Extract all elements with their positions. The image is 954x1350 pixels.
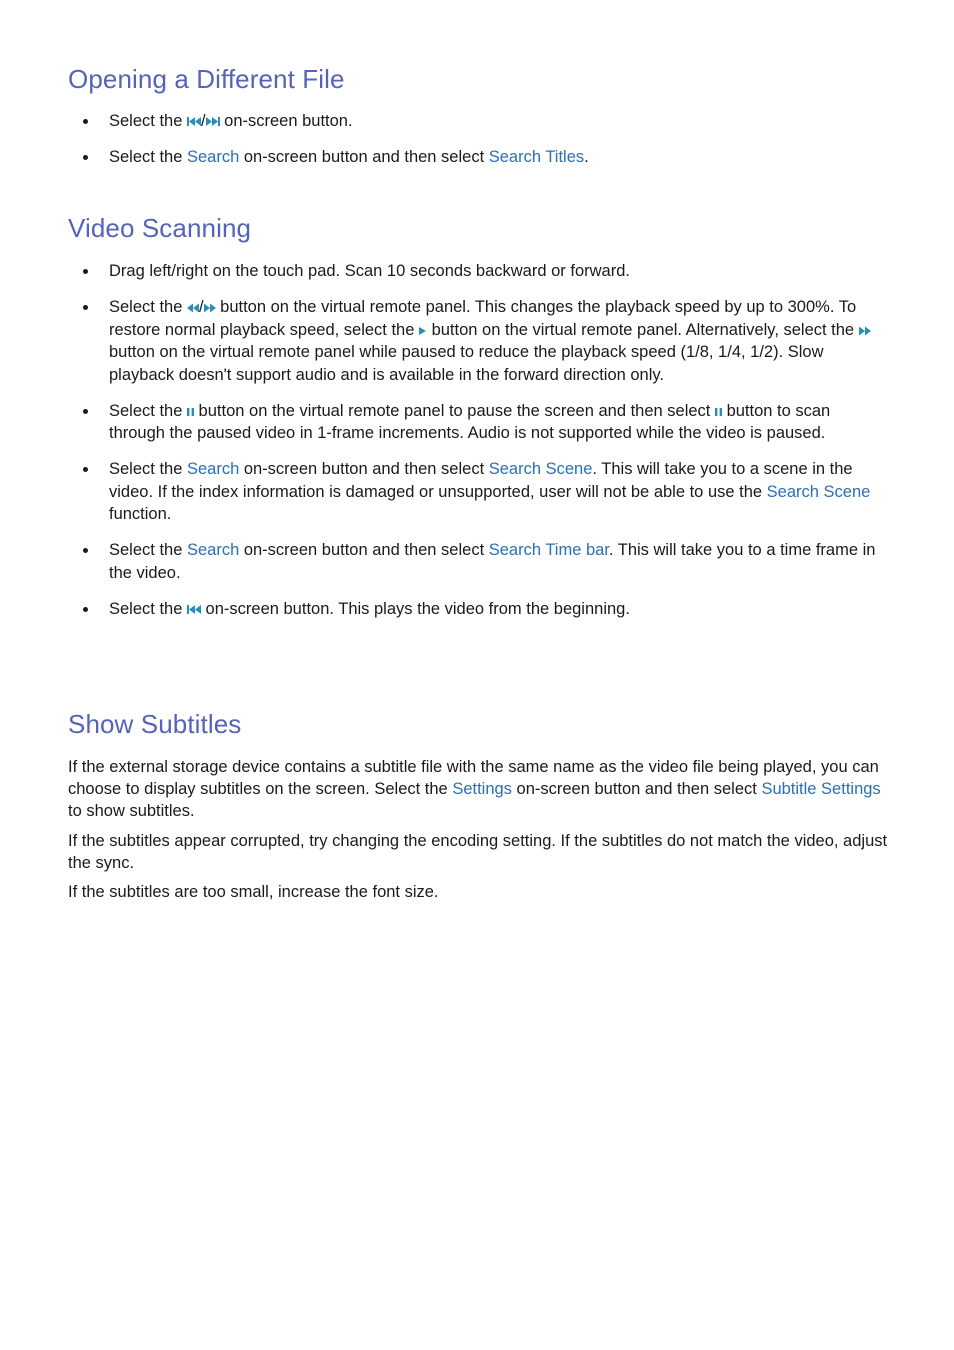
fast-forward-icon: [204, 303, 216, 313]
search-button-ref: Search: [186, 541, 240, 559]
section-title-opening: Opening a Different File: [68, 64, 345, 94]
list-item: Select the Search on-screen button and then select Search Scene. This will take you to a scene in the video. If the index information is damaged or unsupported, user will not be able to use the Search Scene function.: [68, 458, 888, 526]
rewind-icon: [187, 303, 199, 313]
search-button-ref: Search: [186, 148, 240, 166]
skip-previous-icon: [187, 116, 201, 127]
list-item: Select the on-screen button. This plays the video from the beginning.: [68, 598, 888, 621]
search-titles-ref: Search Titles: [488, 148, 585, 166]
opening-list: [68, 110, 888, 169]
list-item: Select the Search on-screen button and then select Search Titles.: [68, 146, 888, 169]
search-scene-ref: Search Scene: [488, 460, 593, 478]
list-item: Select the / button on the virtual remote panel. This changes the playback speed by up to 300%. To restore normal playback speed, select the button on the virtual remote panel. Alternatively, select the button on the virtual remote panel while paused to reduce the playback speed (1/8, 1/4, 1/2). Slow playback doesn't support audio and is available in the forward direction only.: [68, 296, 888, 386]
skip-previous-icon: [187, 604, 201, 615]
pause-icon: [187, 407, 194, 417]
search-time-bar-ref: Search Time bar: [488, 541, 609, 559]
list-item: Drag left/right on the touch pad. Scan 10 seconds backward or forward.: [68, 260, 888, 283]
skip-next-icon: [206, 116, 220, 127]
list-item: Select the button on the virtual remote panel to pause the screen and then select button to scan through the paused video in 1-frame increments. Audio is not supported while the video is paused.: [68, 400, 888, 445]
list-item: Select the Search on-screen button and then select Search Time bar. This will take you to a time frame in the video.: [68, 539, 888, 584]
pause-icon: [715, 407, 722, 417]
section-title-scanning: Video Scanning: [68, 213, 252, 243]
play-icon: [419, 326, 427, 336]
list-item: Select the / on-screen button.: [68, 110, 888, 133]
paragraph: If the subtitles appear corrupted, try changing the encoding setting. If the subtitles do not match the video, adjust the sync.: [68, 832, 888, 872]
scanning-list: [68, 260, 888, 620]
subtitle-settings-ref: Subtitle Settings: [761, 780, 881, 798]
paragraph: If the external storage device contains a subtitle file with the same name as the video file being played, you can choose to display subtitles on the screen. Select the Settings on-screen button and then select Subtitle Settings to show subtitles.: [68, 758, 881, 820]
search-scene-ref: Search Scene: [766, 482, 871, 501]
settings-button-ref: Settings: [452, 780, 512, 798]
search-button-ref: Search: [186, 460, 240, 478]
paragraph: If the subtitles are too small, increase the font size.: [68, 883, 439, 901]
section-title-subtitles: Show Subtitles: [68, 709, 242, 739]
fast-forward-icon: [859, 326, 871, 336]
